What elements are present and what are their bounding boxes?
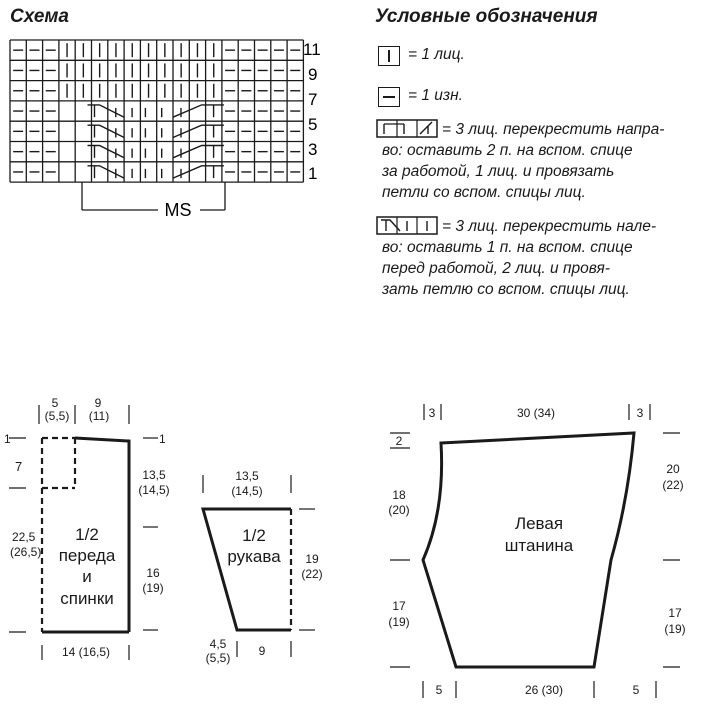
dim-shoulder-width: 9: [94, 396, 102, 410]
dim-sleeve-bottom-left-alt: (5,5): [205, 651, 231, 665]
legend-right-cross-line2: во: оставить 2 п. на вспом. спице: [382, 142, 633, 159]
piece-label: 1/2: [75, 525, 99, 544]
scheme-title: Схема: [10, 6, 70, 27]
pants-piece: [388, 404, 685, 698]
dim-pants-top-width: 30 (34): [516, 406, 556, 420]
dim-pants-left-lower-alt: (19): [388, 615, 410, 629]
piece-label: 1/2: [242, 526, 266, 545]
legend-title: Условные обозначения: [375, 6, 598, 27]
dim-pants-right-upper-alt: (22): [662, 478, 684, 492]
sleeve-piece: [203, 469, 323, 665]
dim-sleeve-height-alt: (22): [301, 567, 323, 581]
dim-bottom-width: 14 (16,5): [61, 645, 111, 659]
dim-armhole: 13,5: [142, 468, 166, 482]
legend-right-cross-line1: = 3 лиц. перекрестить напра-: [442, 121, 665, 138]
front-back-piece: [4, 396, 170, 660]
dim-neck-width-alt: (5,5): [44, 409, 70, 423]
piece-label: и: [82, 567, 92, 586]
dim-neck-depth: 7: [15, 459, 23, 474]
dim-pants-right-lower: 17: [668, 606, 682, 620]
dim-left-top: 1: [4, 432, 11, 446]
piece-label: рукава: [227, 547, 281, 566]
dim-pants-bottom-right: 5: [632, 683, 640, 697]
dim-pants-left-upper: 18: [392, 488, 406, 502]
legend-right-cross-line4: петли со вспом. спицы лиц.: [382, 184, 586, 201]
dim-pants-right-lower-alt: (19): [664, 622, 686, 636]
dim-total-height-alt: (26,5): [10, 545, 42, 559]
dim-pants-top-right: 3: [636, 406, 644, 420]
legend-right-cross-line3: за работой, 1 лиц. и провязать: [382, 163, 615, 180]
row-number: 5: [308, 115, 318, 134]
dim-sleeve-height: 19: [305, 552, 319, 566]
legend-left-cross-line4: зать петлю со вспом. спицы лиц.: [382, 281, 630, 298]
legend-left-cross-line3: перед работой, 2 лиц. и провя-: [382, 260, 610, 277]
dim-pants-bottom-left: 5: [435, 683, 443, 697]
dim-sleeve-top: 13,5: [235, 469, 259, 483]
dim-side: 16: [146, 566, 160, 580]
legend-left-cross-line1: = 3 лиц. перекрестить нале-: [442, 218, 657, 235]
legend-knit-text: = 1 лиц.: [408, 46, 465, 63]
dim-pants-right-upper: 20: [666, 462, 680, 476]
dim-armhole-alt: (14,5): [138, 483, 170, 497]
dim-sleeve-bottom-right: 9: [258, 644, 266, 658]
row-number: 11: [303, 40, 321, 59]
legend-left-cross-line2: во: оставить 1 п. на вспом. спице: [382, 239, 633, 256]
repeat-label: MS: [164, 200, 192, 220]
piece-label: спинки: [60, 589, 114, 608]
row-number: 3: [308, 140, 318, 159]
dim-sleeve-bottom-left: 4,5: [209, 637, 227, 651]
legend-purl-text: = 1 изн.: [408, 87, 463, 104]
dim-side-alt: (19): [142, 581, 164, 595]
piece-label: Левая: [514, 514, 564, 533]
row-number: 1: [308, 164, 318, 183]
dim-pants-bottom-width: 26 (30): [524, 683, 564, 697]
dim-pants-waist-rise: 2: [395, 434, 403, 448]
dim-right-top: 1: [159, 432, 166, 446]
dim-pants-left-lower: 17: [392, 599, 406, 613]
dim-pants-left-upper-alt: (20): [388, 503, 410, 517]
row-number: 9: [308, 65, 318, 84]
row-number: 7: [308, 90, 318, 109]
piece-label: переда: [58, 546, 116, 565]
dim-sleeve-top-alt: (14,5): [231, 484, 263, 498]
dim-total-height: 22,5: [12, 530, 36, 544]
dim-neck-width: 5: [51, 396, 59, 410]
piece-label: штанина: [504, 536, 574, 555]
dim-pants-top-left: 3: [428, 406, 436, 420]
dim-shoulder-width-alt: (11): [88, 409, 110, 423]
